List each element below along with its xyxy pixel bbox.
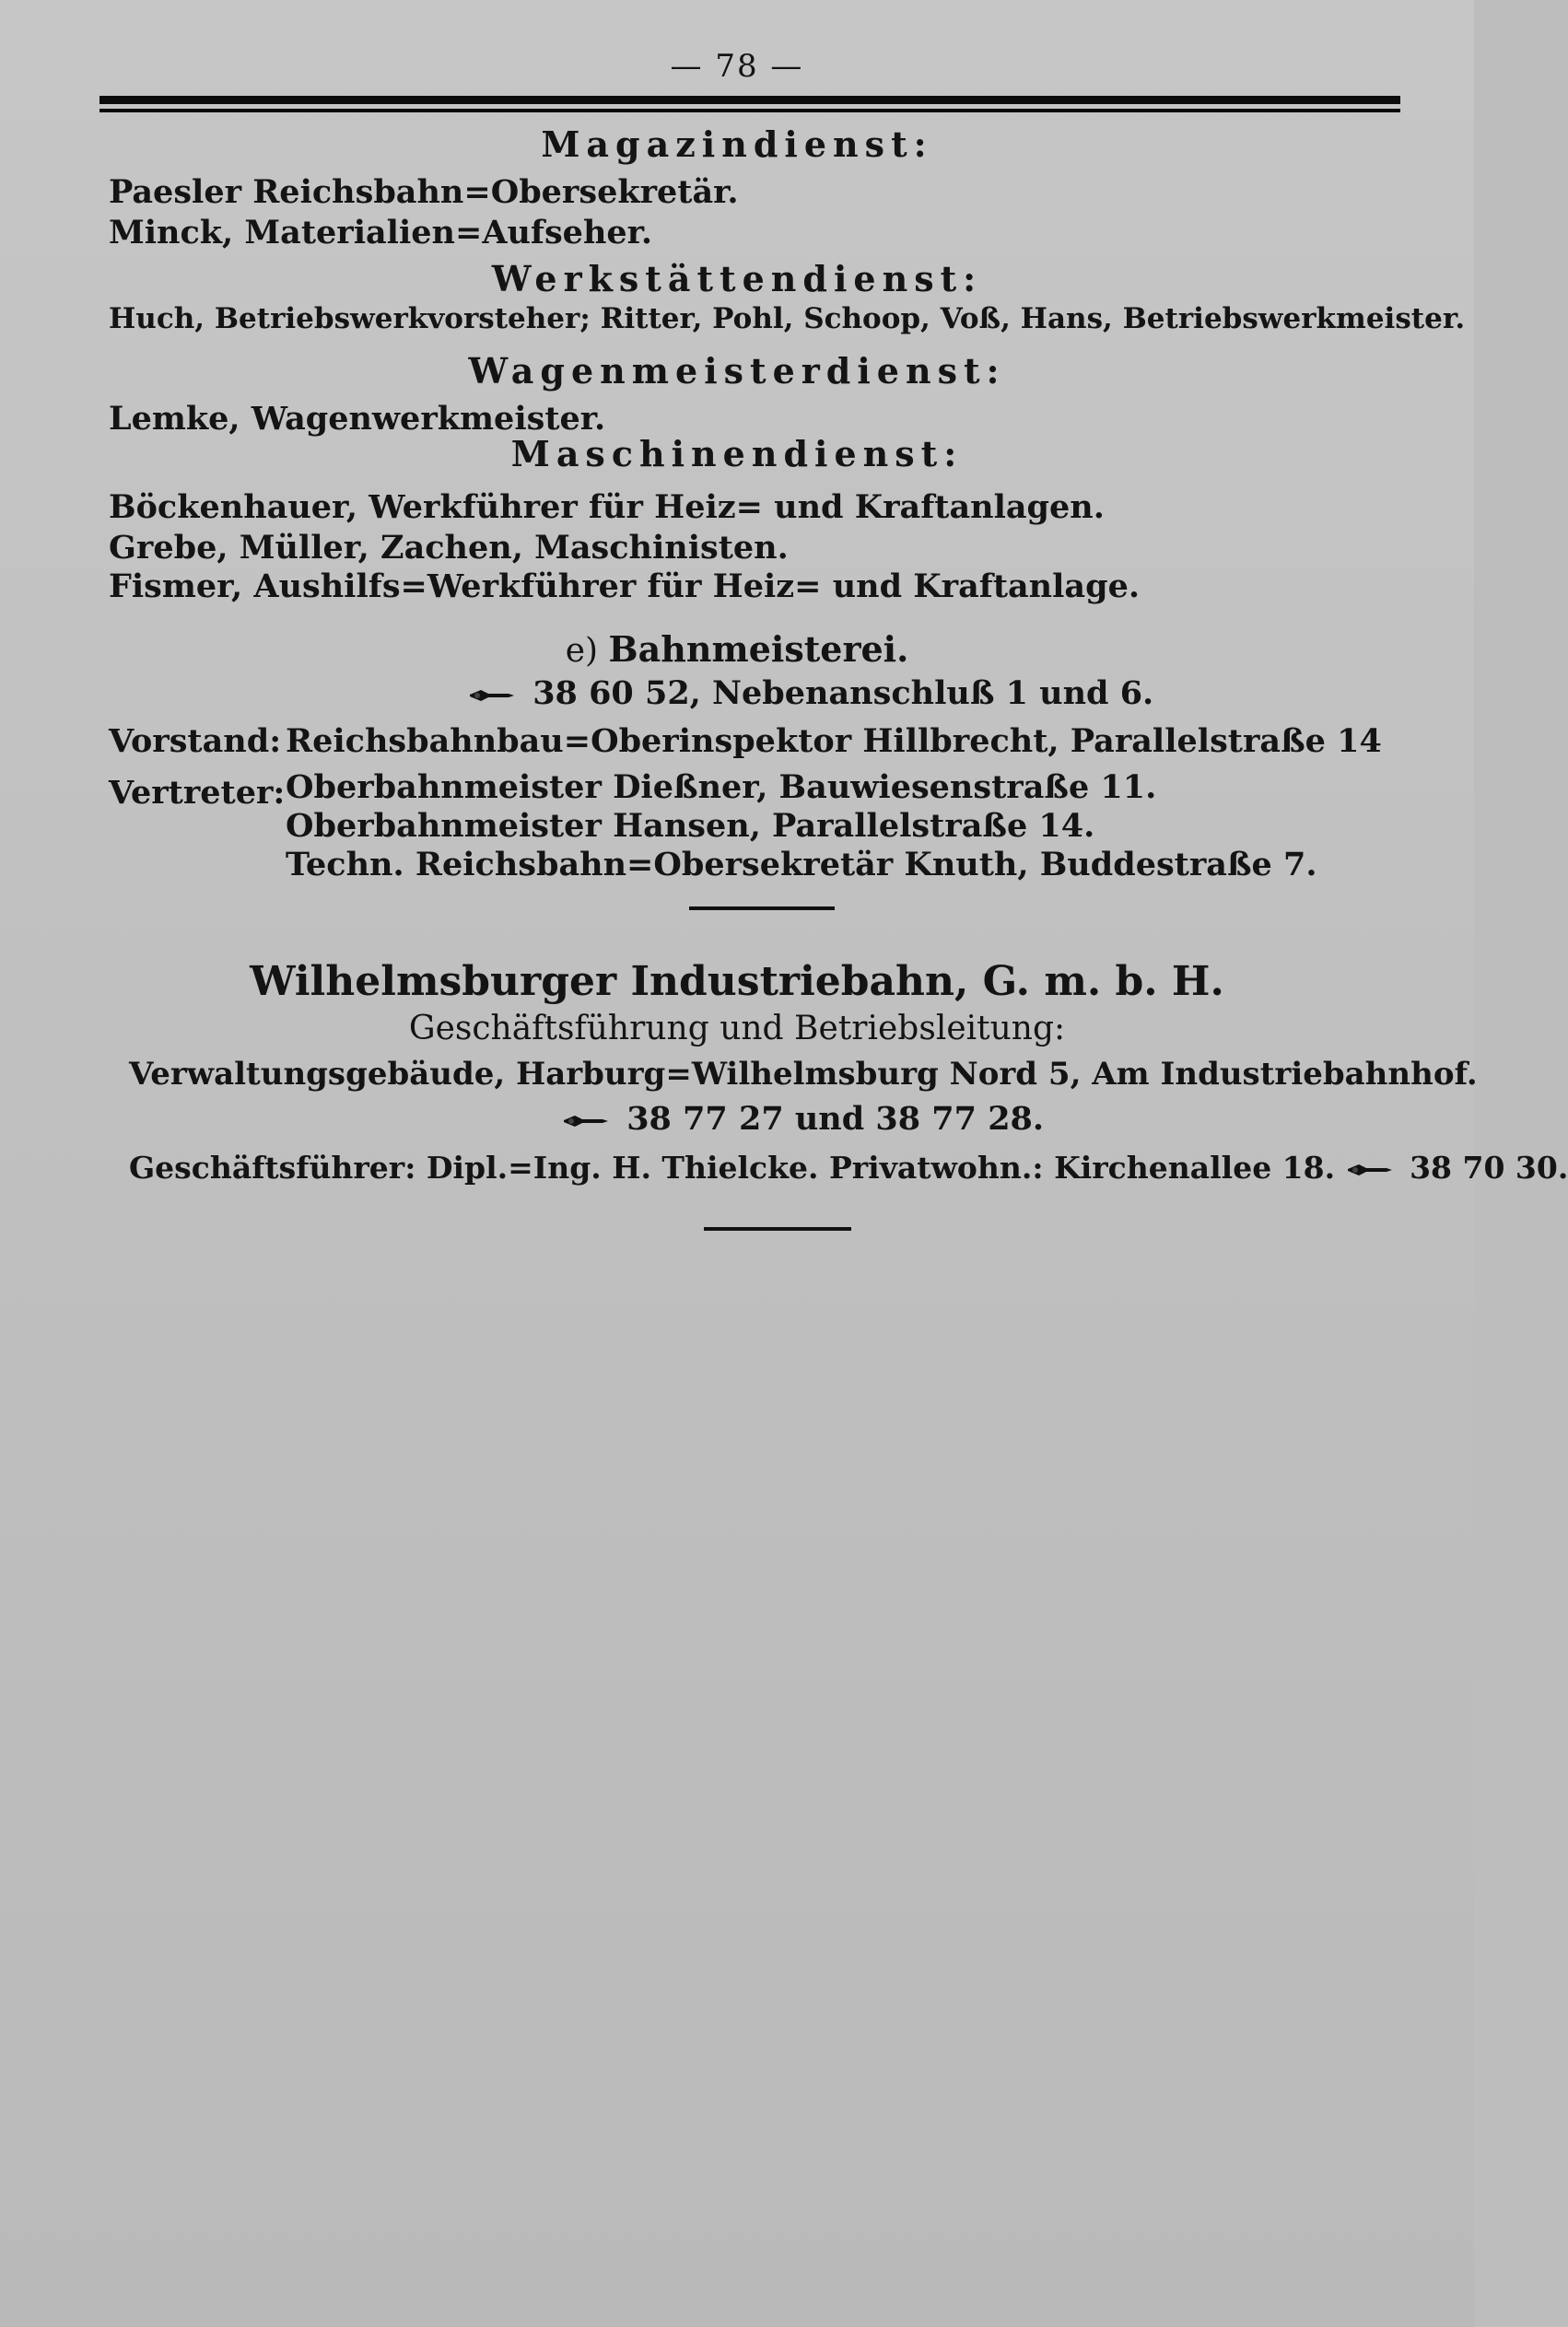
company-address: Verwaltungsgebäude, Harburg=Wilhelmsburg Nord 5, Am Industriebahnhof. bbox=[129, 1056, 1478, 1093]
vorstand-label: Vorstand: bbox=[109, 722, 282, 760]
werkstaettendienst-line-1: Huch, Betriebswerkvorsteher; Ritter, Pohl, Schoop, Voß, Hans, Betriebswerkmeister. bbox=[109, 302, 1466, 335]
company-phones-row bbox=[562, 1100, 1044, 1138]
header-rule-thin bbox=[99, 109, 1400, 112]
telephone-icon bbox=[562, 1112, 610, 1130]
telephone-icon bbox=[468, 686, 516, 705]
manager-label: Geschäftsführer: bbox=[129, 1150, 416, 1186]
closing-divider bbox=[704, 1227, 851, 1231]
bahnmeisterei-title-row bbox=[0, 628, 1474, 670]
wagenmeisterdienst-line-1: Lemke, Wagenwerkmeister. bbox=[109, 400, 606, 438]
werkstaettendienst-heading: Werkstättendienst: bbox=[491, 258, 983, 299]
bahnmeisterei-phone: 38 60 52, Nebenanschluß 1 und 6. bbox=[532, 674, 1154, 712]
header-rule-thick bbox=[99, 96, 1400, 104]
vertreter-line-2: Oberbahnmeister Hansen, Parallelstraße 14. bbox=[286, 807, 1095, 845]
maschinendienst-line-1: Böckenhauer, Werkführer für Heiz= und Kraftanlagen. bbox=[109, 488, 1105, 526]
telephone-icon bbox=[1346, 1161, 1394, 1179]
bahnmeisterei-phone-row bbox=[468, 674, 1153, 712]
manager-value: Dipl.=Ing. H. Thielcke. Privatwohn.: Kirchenallee 18. bbox=[426, 1150, 1336, 1186]
page-number: — 78 — bbox=[670, 48, 804, 85]
bahnmeisterei-prefix: e) bbox=[565, 632, 599, 670]
company-phones: 38 77 27 und 38 77 28. bbox=[626, 1100, 1045, 1138]
magazindienst-line-2: Minck, Materialien=Aufseher. bbox=[109, 214, 653, 251]
manager-phone: 38 70 30. bbox=[1410, 1150, 1568, 1186]
maschinendienst-heading: Maschinendienst: bbox=[510, 433, 964, 474]
vertreter-label: Vertreter: bbox=[109, 774, 286, 812]
company-title: Wilhelmsburger Industriebahn, G. m. b. H. bbox=[250, 958, 1224, 1005]
vertreter-line-3: Techn. Reichsbahn=Obersekretär Knuth, Buddestraße 7. bbox=[286, 846, 1317, 883]
magazindienst-heading: Magazindienst: bbox=[541, 123, 933, 165]
magazindienst-line-1: Paesler Reichsbahn=Obersekretär. bbox=[109, 173, 739, 211]
vorstand-value: Reichsbahnbau=Oberinspektor Hillbrecht, Parallelstraße 14 bbox=[286, 722, 1382, 760]
maschinendienst-line-3: Fismer, Aushilfs=Werkführer für Heiz= und Kraftanlage. bbox=[109, 567, 1141, 605]
bahnmeisterei-title: Bahnmeisterei. bbox=[608, 628, 909, 670]
company-subtitle: Geschäftsführung und Betriebsleitung: bbox=[408, 1010, 1066, 1047]
manager-row bbox=[129, 1150, 1568, 1186]
wagenmeisterdienst-heading: Wagenmeisterdienst: bbox=[468, 350, 1006, 392]
vertreter-line-1: Oberbahnmeister Dießner, Bauwiesenstraße 11. bbox=[286, 768, 1157, 806]
section-divider bbox=[689, 906, 835, 910]
maschinendienst-line-2: Grebe, Müller, Zachen, Maschinisten. bbox=[109, 529, 789, 567]
